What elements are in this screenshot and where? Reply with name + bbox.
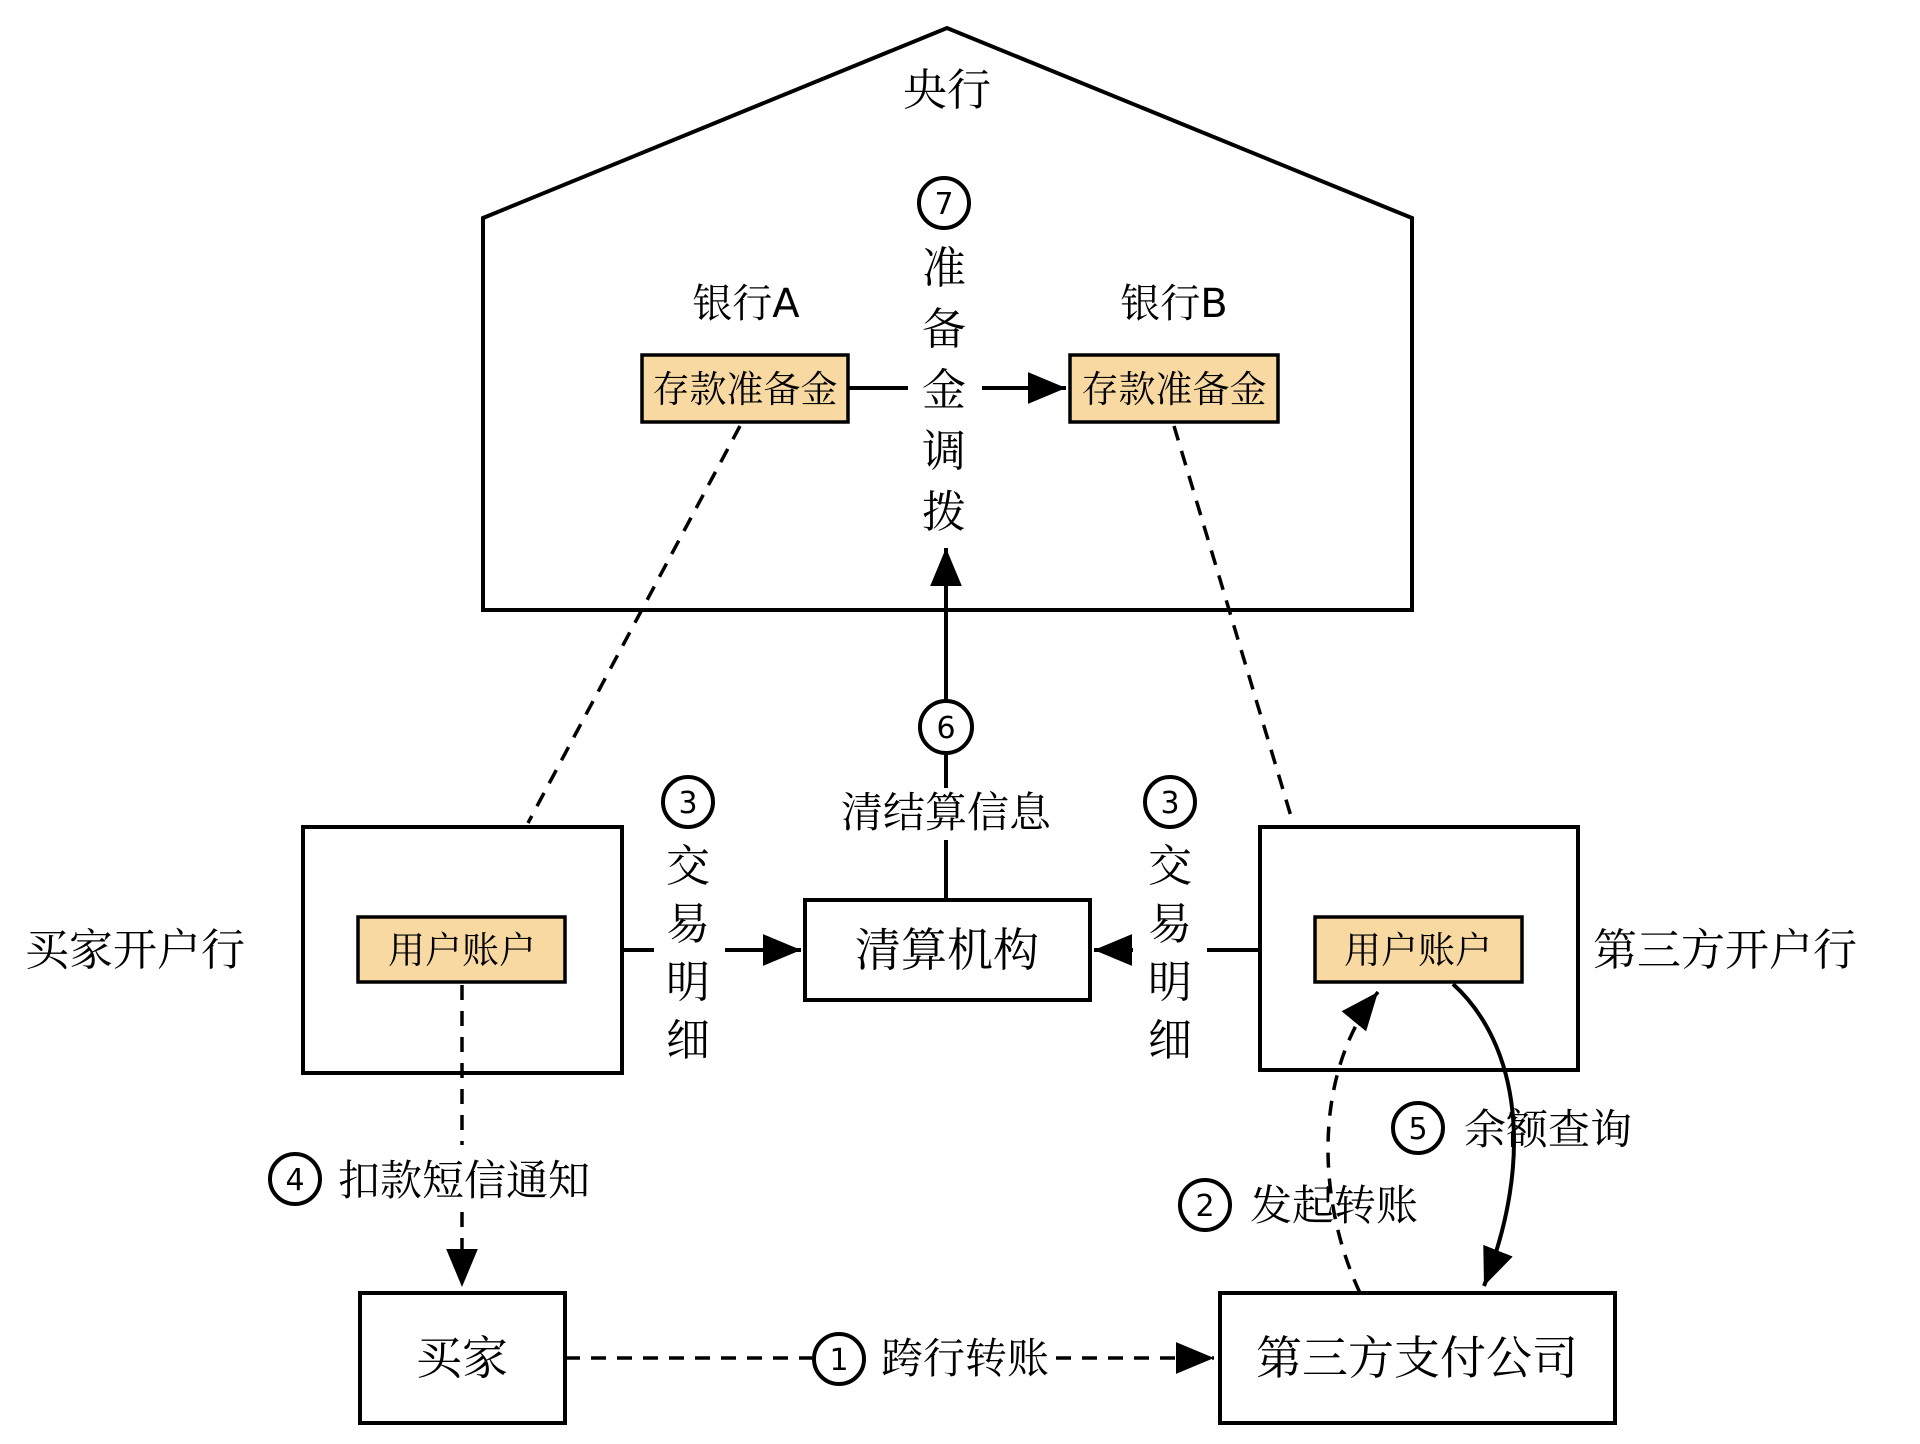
transaction-detail-right-char: 明 <box>1148 957 1192 1008</box>
transaction-detail-left-char: 易 <box>666 899 710 950</box>
interbank-transfer-label: 跨行转账 <box>880 1334 1050 1383</box>
step2-number: 2 <box>1195 1189 1215 1224</box>
central-bank-label: 央行 <box>903 65 991 116</box>
third-party-bank-label: 第三方开户行 <box>1593 925 1857 976</box>
transaction-detail-left-char: 交 <box>666 841 710 892</box>
transaction-detail-right-char: 交 <box>1148 841 1192 892</box>
step5-number: 5 <box>1408 1112 1428 1147</box>
buyer-bank-label: 买家开户行 <box>25 925 245 976</box>
step7-number: 7 <box>934 187 954 222</box>
payment-company-label: 第三方支付公司 <box>1256 1331 1578 1385</box>
transaction-detail-right-char: 易 <box>1148 899 1192 950</box>
sms-notify-label: 扣款短信通知 <box>337 1156 591 1205</box>
step3-left-number: 3 <box>678 786 698 821</box>
clearing-house-label: 清算机构 <box>855 923 1039 977</box>
initiate-transfer-label: 发起转账 <box>1249 1181 1419 1230</box>
balance-query-label: 余额查询 <box>1463 1105 1633 1154</box>
buyer-account-label: 用户账户 <box>388 929 536 972</box>
bank-b-label: 银行B <box>1120 281 1228 327</box>
bank-a-label: 银行A <box>692 281 800 327</box>
step3-right-number: 3 <box>1160 786 1180 821</box>
transaction-detail-left-char: 细 <box>666 1015 710 1066</box>
step7-label-char: 准 <box>922 243 966 294</box>
step7-label-char: 金 <box>922 365 966 416</box>
buyer-label: 买家 <box>416 1331 508 1385</box>
clearing-info-label: 清结算信息 <box>840 788 1052 837</box>
step4-number: 4 <box>285 1163 305 1198</box>
bank-a-reserve-label: 存款准备金 <box>652 368 838 411</box>
third-party-account-label: 用户账户 <box>1344 929 1492 972</box>
transaction-detail-left-char: 明 <box>666 957 710 1008</box>
transaction-detail-right-char: 细 <box>1148 1015 1192 1066</box>
step1-number: 1 <box>829 1343 849 1378</box>
bank-b-reserve-label: 存款准备金 <box>1081 368 1267 411</box>
step6-number: 6 <box>936 711 956 746</box>
step7-label-char: 拨 <box>922 487 966 538</box>
step7-label-char: 调 <box>922 426 966 477</box>
step7-label-char: 备 <box>922 304 966 355</box>
